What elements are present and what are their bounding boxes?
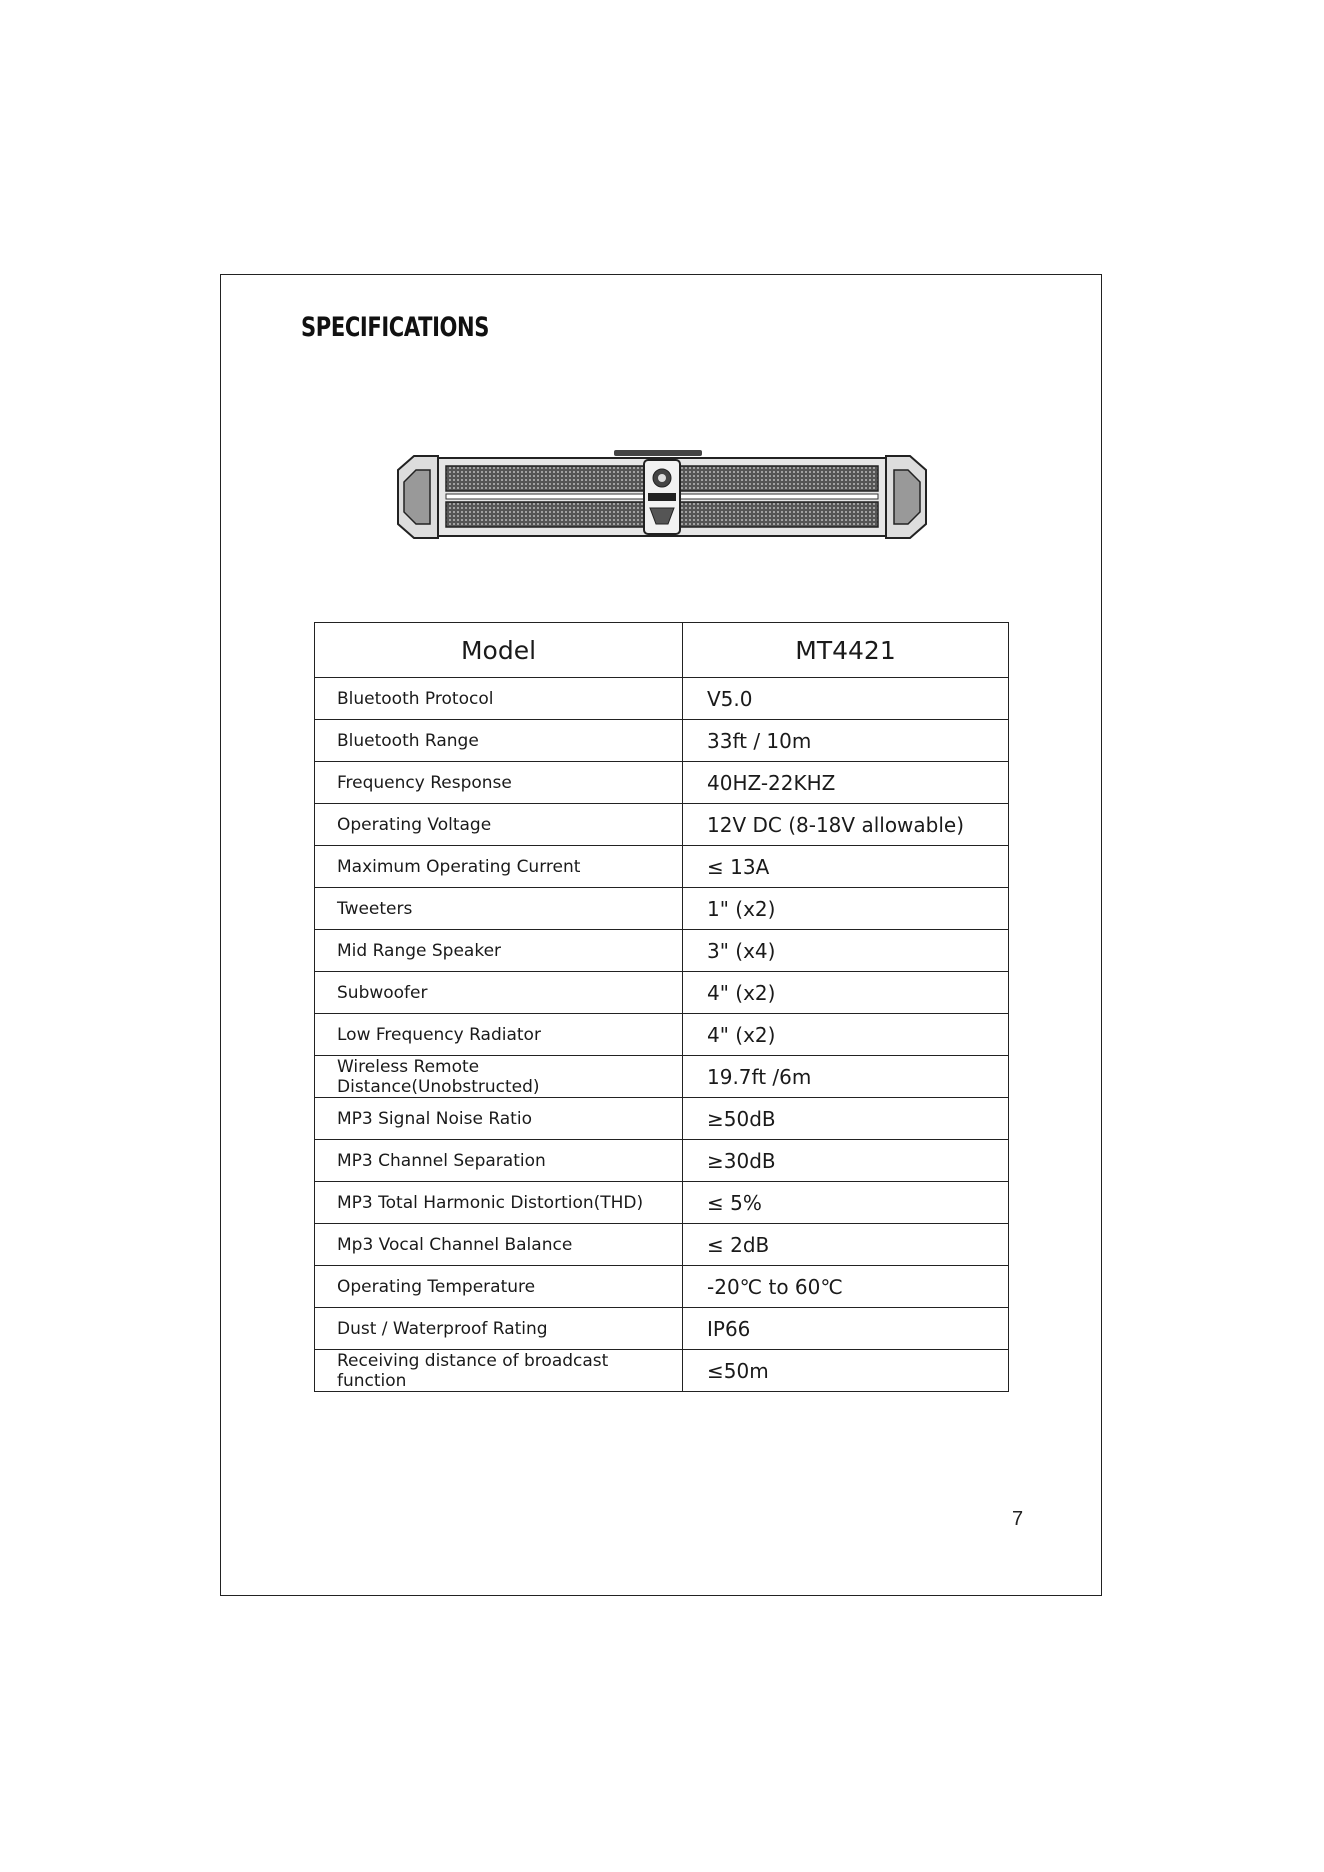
table-row [315, 762, 1009, 804]
spec-value: 3" (x4) [683, 930, 1009, 972]
table-row [315, 804, 1009, 846]
spec-label: Wireless Remote Distance(Unobstructed) [315, 1056, 683, 1098]
spec-value: ≥30dB [683, 1140, 1009, 1182]
table-row [315, 1056, 1009, 1098]
spec-label: Bluetooth Protocol [315, 678, 683, 720]
spec-label: Mp3 Vocal Channel Balance [315, 1224, 683, 1266]
spec-label: Subwoofer [315, 972, 683, 1014]
spec-label: Operating Voltage [315, 804, 683, 846]
page-number: 7 [1012, 1508, 1024, 1530]
spec-label: MP3 Channel Separation [315, 1140, 683, 1182]
spec-label: Frequency Response [315, 762, 683, 804]
spec-label: Bluetooth Range [315, 720, 683, 762]
spec-value: ≤ 5% [683, 1182, 1009, 1224]
spec-value: ≤ 13A [683, 846, 1009, 888]
spec-value: 12V DC (8-18V allowable) [683, 804, 1009, 846]
spec-value: IP66 [683, 1308, 1009, 1350]
spec-value: ≥50dB [683, 1098, 1009, 1140]
table-row [315, 930, 1009, 972]
speaker-bar-illustration [392, 450, 932, 544]
spec-value: -20℃ to 60℃ [683, 1266, 1009, 1308]
table-row [315, 1350, 1009, 1392]
spec-label: MP3 Signal Noise Ratio [315, 1098, 683, 1140]
table-row [315, 846, 1009, 888]
spec-value: 4" (x2) [683, 1014, 1009, 1056]
spec-label: Receiving distance of broadcast function [315, 1350, 683, 1392]
table-body [315, 678, 1009, 1392]
table-row [315, 1140, 1009, 1182]
table-row [315, 1224, 1009, 1266]
table-row [315, 1014, 1009, 1056]
spec-label: Operating Temperature [315, 1266, 683, 1308]
spec-value: 40HZ-22KHZ [683, 762, 1009, 804]
specifications-table [314, 622, 1009, 1392]
page-title: SPECIFICATIONS [301, 312, 490, 343]
spec-value: 4" (x2) [683, 972, 1009, 1014]
spec-label: Maximum Operating Current [315, 846, 683, 888]
table-row [315, 678, 1009, 720]
spec-label: MP3 Total Harmonic Distortion(THD) [315, 1182, 683, 1224]
spec-value: ≤50m [683, 1350, 1009, 1392]
spec-value: 1" (x2) [683, 888, 1009, 930]
table-row [315, 1182, 1009, 1224]
table-row [315, 1098, 1009, 1140]
spec-value: 33ft / 10m [683, 720, 1009, 762]
spec-label: Mid Range Speaker [315, 930, 683, 972]
spec-value: V5.0 [683, 678, 1009, 720]
spec-label: Dust / Waterproof Rating [315, 1308, 683, 1350]
spec-value: 19.7ft /6m [683, 1056, 1009, 1098]
table-row [315, 720, 1009, 762]
table-row [315, 888, 1009, 930]
table-header-row [315, 623, 1009, 678]
model-heading: Model [315, 623, 683, 678]
table-row [315, 1266, 1009, 1308]
spec-value: ≤ 2dB [683, 1224, 1009, 1266]
spec-label: Low Frequency Radiator [315, 1014, 683, 1056]
table-row [315, 1308, 1009, 1350]
table-row [315, 972, 1009, 1014]
model-value: MT4421 [683, 623, 1009, 678]
spec-label: Tweeters [315, 888, 683, 930]
